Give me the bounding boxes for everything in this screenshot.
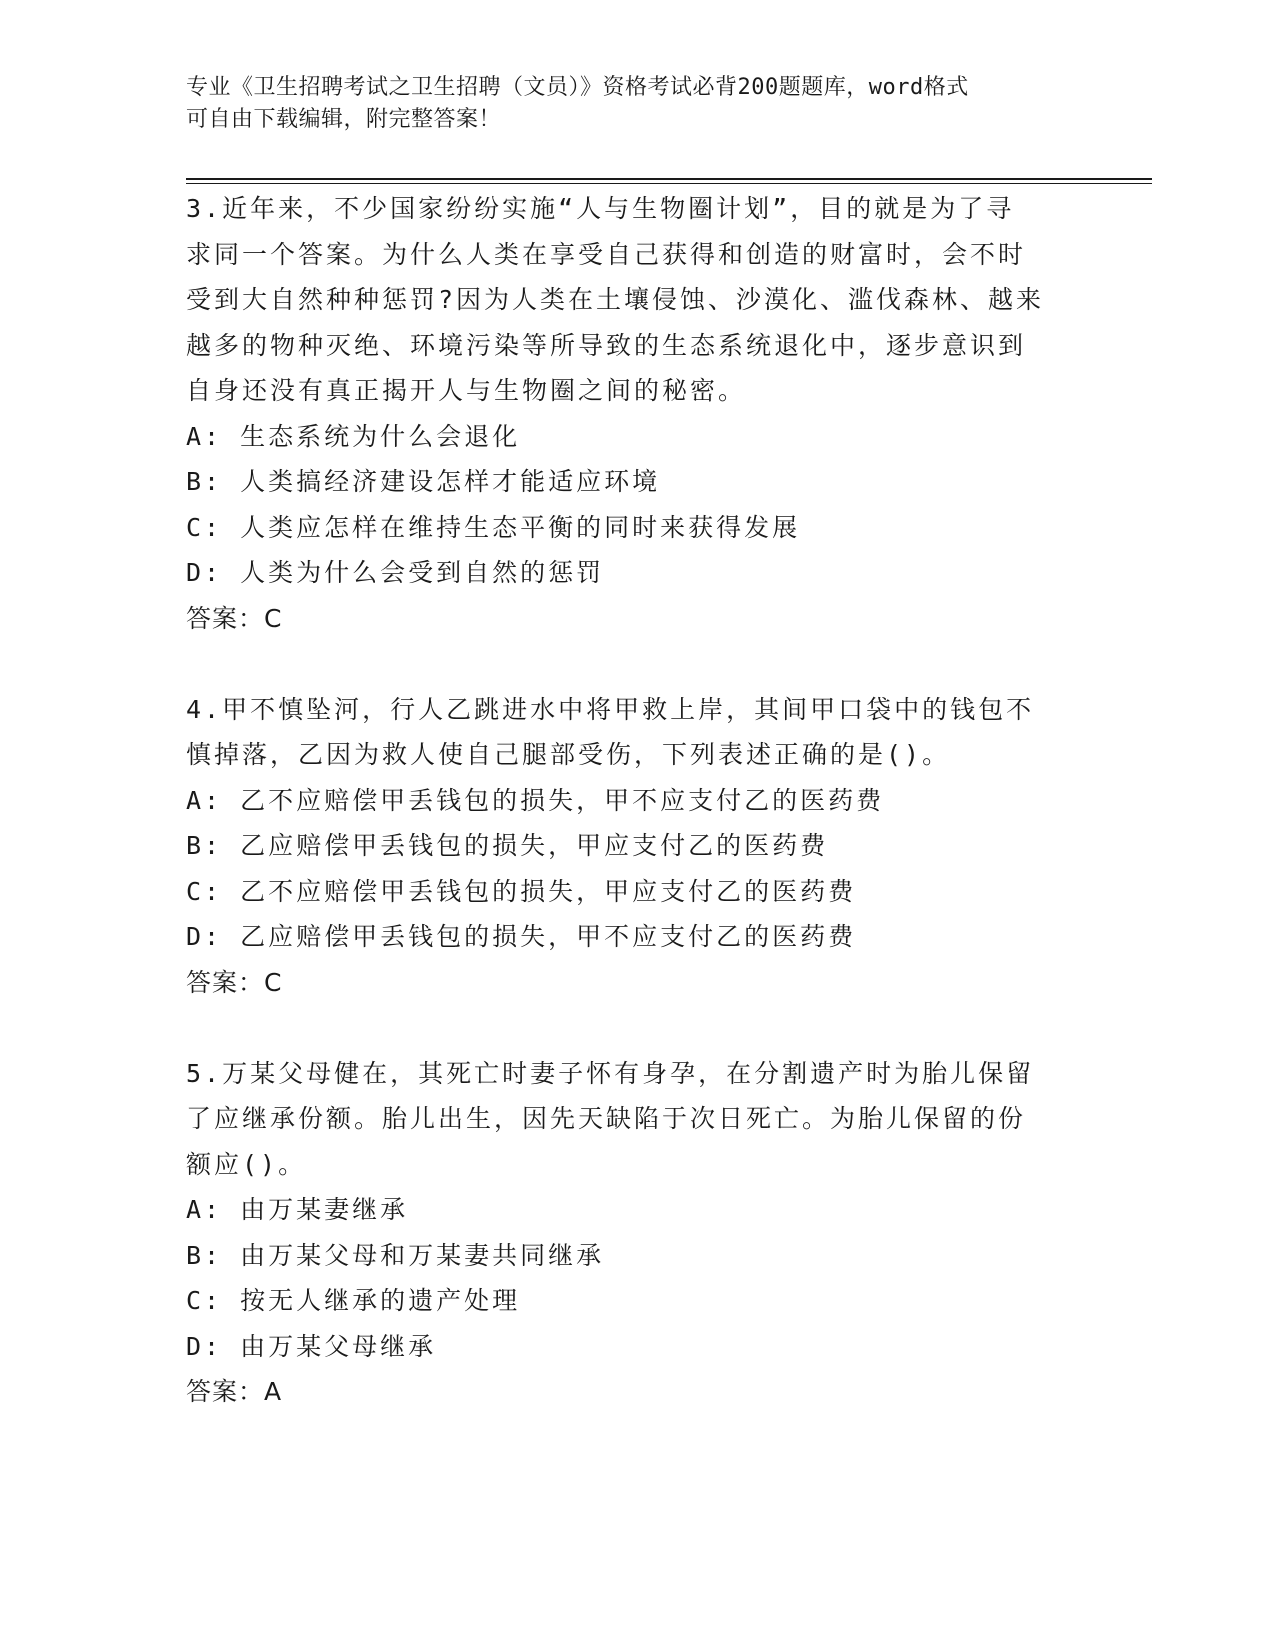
question-stem (186, 1051, 1086, 1188)
question-stem (186, 186, 1086, 414)
question-stem (186, 687, 1086, 778)
stem-line: 5.万某父母健在，其死亡时妻子怀有身孕，在分割遗产时为胎儿保留 (186, 1058, 1035, 1088)
option-a: A: 乙不应赔偿甲丢钱包的损失，甲不应支付乙的医药费 (186, 785, 885, 815)
question-4 (186, 687, 1086, 1006)
option-d: D: 人类为什么会受到自然的惩罚 (186, 558, 605, 587)
question-list (186, 186, 1086, 1460)
document-header (186, 72, 1066, 136)
answer-label: 答案：C (186, 603, 283, 633)
option-b: B: 乙应赔偿甲丢钱包的损失，甲应支付乙的医药费 (186, 831, 829, 860)
stem-line: 额应()。 (186, 1149, 307, 1179)
stem-line: 了应继承份额。胎儿出生，因先天缺陷于次日死亡。为胎儿保留的份 (186, 1104, 1027, 1133)
stem-line: 受到大自然种种惩罚?因为人类在土壤侵蚀、沙漠化、滥伐森林、越来 (186, 285, 1045, 314)
option-a: A: 由万某妻继承 (186, 1195, 409, 1224)
stem-line: 越多的物种灭绝、环境污染等所导致的生态系统退化中，逐步意识到 (186, 330, 1027, 360)
header-title-line-1: 专业《卫生招聘考试之卫生招聘（文员）》资格考试必背200题题库，word格式 (186, 75, 969, 100)
stem-line: 4.甲不慎坠河，行人乙跳进水中将甲救上岸，其间甲口袋中的钱包不 (186, 694, 1035, 724)
option-c: C: 乙不应赔偿甲丢钱包的损失，甲应支付乙的医药费 (186, 876, 857, 906)
option-b: B: 由万某父母和万某妻共同继承 (186, 1240, 605, 1270)
option-d: D: 乙应赔偿甲丢钱包的损失，甲不应支付乙的医药费 (186, 922, 857, 951)
option-c: C: 人类应怎样在维持生态平衡的同时来获得发展 (186, 512, 801, 542)
option-c: C: 按无人继承的遗产处理 (186, 1286, 521, 1315)
answer-label: 答案：A (186, 1377, 283, 1406)
question-3 (186, 186, 1086, 641)
stem-line: 自身还没有真正揭开人与生物圈之间的秘密。 (186, 376, 747, 405)
header-divider-thin (186, 183, 1152, 184)
option-b: B: 人类搞经济建设怎样才能适应环境 (186, 467, 661, 496)
stem-line: 求同一个答案。为什么人类在享受自己获得和创造的财富时，会不时 (186, 239, 1027, 269)
stem-line: 慎掉落，乙因为救人使自己腿部受伤，下列表述正确的是()。 (186, 740, 951, 769)
header-title-line-2: 可自由下载编辑，附完整答案！ (186, 107, 502, 132)
option-d: D: 由万某父母继承 (186, 1331, 437, 1361)
header-divider-thick (186, 178, 1152, 180)
answer-label: 答案：C (186, 967, 283, 997)
question-5 (186, 1051, 1086, 1415)
stem-line: 3.近年来，不少国家纷纷实施“人与生物圈计划”，目的就是为了寻 (186, 194, 1015, 223)
option-a: A: 生态系统为什么会退化 (186, 421, 521, 451)
